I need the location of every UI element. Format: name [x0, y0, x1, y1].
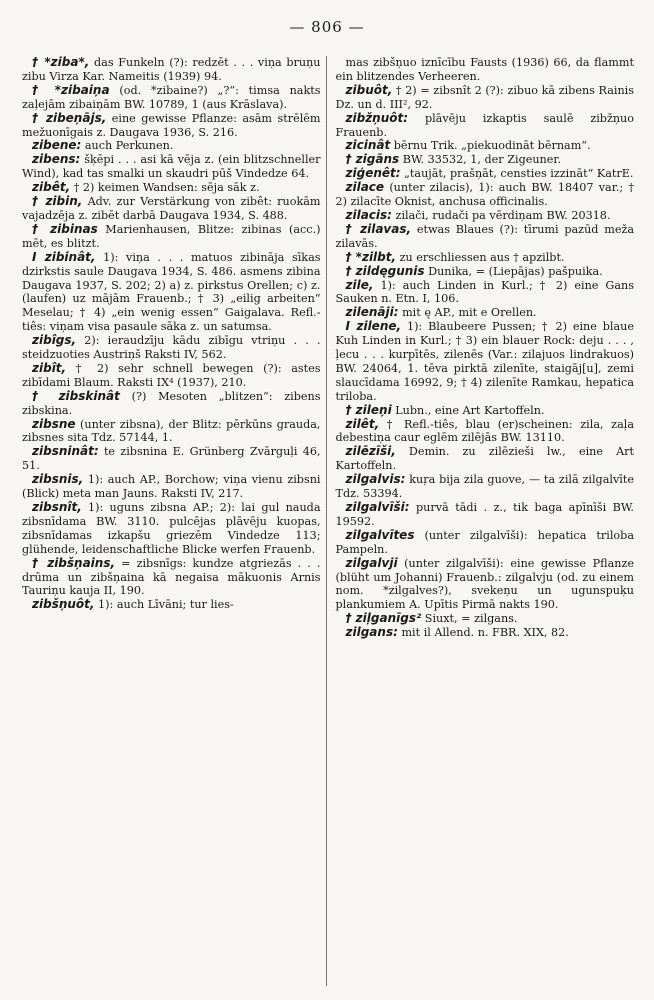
entry-headword: zibsnît,: [32, 500, 82, 514]
entry-headword: † zibšņains,: [32, 555, 116, 570]
dictionary-entry: [22, 501, 321, 557]
dictionary-entry: [336, 501, 635, 529]
entry-headword: zilgalvji: [345, 555, 398, 570]
entry-headword: zibene:: [32, 138, 82, 153]
entry-text: mit ę AP., mit e Orellen.: [402, 306, 537, 320]
entry-text: BW. 33532, 1, der Zigeuner.: [402, 153, 562, 167]
entry-headword: † zigāns: [345, 152, 400, 167]
entry-text: (unter zilgalvīši): eine gewisse Pflanze (blüht um Johanni) Frauenb.: zilgalvju (od. zu einem nom. *zilgalves?), svekeņu un ugunspuķu plankumiem A. Upītis Pirmā nakts 190.: [335, 556, 634, 612]
entry-text: = zibsnīgs: kundze atgriezās . . . drūma un zibšņaina kā negaisa mākuonis Arnis Tauriņu kauja II, 190.: [22, 556, 321, 598]
dictionary-columns: [22, 56, 634, 986]
dictionary-entry: [22, 334, 321, 362]
dictionary-entry: [336, 473, 635, 501]
entry-text: zu erschliessen aus † apzilbt.: [399, 250, 565, 264]
dictionary-entry: [336, 265, 635, 279]
entry-text: 2): ieraudzīju kādu zibīgu vtriņu . . . steidzuoties Austriņš Raksti IV, 562.: [22, 334, 321, 362]
entry-text: eine gewisse Pflanze: asām strēlēm mežuonīgais z. Daugava 1936, S. 216.: [22, 111, 321, 139]
entry-headword: † zibin,: [32, 194, 83, 209]
entry-headword: † ziļganīgs²: [345, 611, 422, 626]
dictionary-entry: [22, 445, 321, 473]
entry-headword: zilgalvīši:: [345, 500, 410, 514]
dictionary-entry: [22, 251, 321, 334]
dictionary-entry: [336, 557, 635, 613]
entry-text: kuŗa bija zila guove, — ta zilā zilgalvīte Tdz. 53394.: [335, 473, 634, 501]
entry-headword: zilēzīši,: [345, 444, 396, 459]
dictionary-entry: [336, 56, 635, 84]
entry-text: † 2) keimen Wandsen: sēja sāk z.: [73, 181, 260, 195]
right-column: [333, 56, 635, 986]
entry-text: Marienhausen, Blitze: zibinas (acc.) mēt, es blitzt.: [22, 222, 321, 250]
entry-text: „taujāt, prašņāt, censties izzināt“ KatrE.: [404, 167, 634, 181]
entry-text: bērnu Trik. „piekuodināt bērnam“.: [393, 139, 591, 153]
dictionary-entry: [22, 223, 321, 251]
dictionary-entry: [336, 181, 635, 209]
dictionary-entry: [22, 84, 321, 112]
dictionary-entry: [336, 112, 635, 140]
entry-headword: zilenāji:: [345, 305, 399, 320]
entry-headword: I zibinât,: [32, 249, 96, 264]
entry-text: zilači, rudači pa vērdiņam BW. 20318.: [395, 208, 611, 222]
entry-text: etwas Blaues (?): tīrumi pazūd meža zilavās.: [335, 222, 634, 250]
entry-text: Dunika, = (Liepājas) pašpuika.: [428, 264, 603, 278]
entry-text: 1): auch Līvāni; tur lies-: [98, 598, 234, 612]
dictionary-entry: [22, 56, 321, 84]
entry-headword: zibsninât:: [32, 444, 99, 459]
entry-headword: zibžņuôt:: [345, 110, 409, 125]
dictionary-entry: [336, 209, 635, 223]
entry-text: (?) Mesoten „blitzen“: zibens zibskina.: [22, 389, 321, 417]
entry-headword: zilgans:: [345, 625, 398, 640]
entry-headword: † zileņi: [345, 402, 392, 417]
entry-headword: zibens:: [32, 152, 81, 167]
entry-headword: zicinât: [345, 138, 391, 153]
dictionary-entry: [22, 557, 321, 599]
page-number: — 806 —: [289, 18, 365, 36]
dictionary-entry: [22, 153, 321, 181]
dictionary-entry: [336, 139, 635, 153]
entry-headword: zibît,: [32, 360, 67, 375]
entry-headword: zilace: [345, 180, 385, 195]
entry-headword: zilgalvītes: [345, 527, 415, 542]
entry-text: 1): Blaubeere Pussen; † 2) eine blaue Kuh Linden in Kurl.; † 3) ein blauer Rock: deju . . . , ļecu . . . kurpītēs, zilenēs (Var.: zilajuos lindrakuos) BW. 24064, 1. tēva pirktā zilenīte, staigāj[u], zemi slaucīdama 16992, 9; † 4) zilenīte Ramkau, hepatica triloba.: [335, 320, 634, 403]
dictionary-entry: [22, 139, 321, 153]
entry-text: 1): auch AP., Borchow; viņa vienu zibsni (Blick) meta man Jauns. Raksti IV, 217.: [22, 473, 321, 501]
entry-text: mit il Allend. n. FBR. XIX, 82.: [401, 626, 569, 640]
dictionary-entry: [22, 473, 321, 501]
entry-text: † Refl.-tiês, blau (er)scheinen: zila, zaļa debestiņa caur eglēm zilējās BW. 13110.: [335, 417, 634, 445]
entry-headword: † *zibaiņa: [32, 82, 110, 97]
entry-text: Demin. zu zilēzieši lw., eine Art Kartoffeln.: [335, 445, 634, 473]
dictionary-entry: [336, 612, 635, 626]
entry-headword: zilêt,: [345, 416, 380, 431]
entry-text: † 2) = zibsnît 2 (?): zibuo kā zibens Rainis Dz. un d. III², 92.: [335, 83, 634, 111]
dictionary-entry: [336, 223, 635, 251]
entry-headword: zile,: [345, 277, 374, 292]
entry-text: 1): viņa . . . matuos zibināja sīkas dzirkstis saule Daugava 1934, S. 486. asmens zibina Daugava 1937, S. 202; 2) a) z. pirkstus Orellen; c) z. (laufen) uz mājām Frauenb.; † 3) „eilig arbeiten“ Meselau; † 4) „ein wenig essen“ Gaigalava. Refl.-tiês: viņam visa pasaule sāka z. un satumsa.: [22, 250, 321, 334]
entry-text: (unter zibsna), der Blitz: pērkūns grauda, zibsnes sita Tdz. 57144, 1.: [22, 417, 321, 445]
dictionary-entry: [336, 167, 635, 181]
entry-headword: † zibeņājs,: [32, 110, 107, 125]
entry-headword: zibsnis,: [32, 472, 84, 487]
entry-headword: zibêt,: [32, 180, 71, 195]
entry-text: (unter zilgalvīši): hepatica triloba Pampeln.: [335, 528, 634, 556]
entry-headword: † zibskinât: [32, 388, 120, 403]
entry-headword: zilacis:: [345, 207, 392, 222]
dictionary-entry: [22, 362, 321, 390]
entry-headword: † *zilbt,: [345, 249, 397, 264]
entry-text: das Funkeln (?): redzēt . . . viņa bruņu zibu Virza Kar. Nameitis (1939) 94.: [22, 56, 321, 83]
entry-text: šķēpi . . . asi kā vēja z. (ein blitzschneller Wind), kad tas smalki un skaudri pūš Vindedze 64.: [22, 153, 321, 181]
entry-text: 1): uguns zibsna AP.; 2): lai gul nauda zibsnīdama BW. 3110. pulcējas plāvēju kuopas, zibsnīdamas izkapšu griezēm Vindedze 113; glühende, leidenschaftliche Blicke werfen Frauenb.: [22, 501, 321, 556]
dictionary-entry: [336, 153, 635, 167]
dictionary-entry: [336, 279, 635, 307]
entry-text: 1): auch Linden in Kurl.; † 2) eine Gans Sauken n. Etn. I, 106.: [335, 278, 634, 306]
entry-text: te zibsnina E. Grünberg Zvārguļi 46, 51.: [22, 445, 321, 473]
entry-text: (unter zilacis), 1): auch BW. 18407 var.; † 2) zilacīte Oknist, anchusa officinalis.: [335, 181, 634, 209]
entry-text: † 2) sehr schnell bewegen (?): astes zibīdami Blaum. Raksti IX⁴ (1937), 210.: [22, 361, 321, 389]
entry-headword: † *ziba*,: [32, 56, 90, 69]
entry-text: auch Perkunen.: [84, 139, 174, 153]
dictionary-entry: [22, 181, 321, 195]
entry-text: Lubn., eine Art Kartoffeln.: [395, 403, 545, 417]
entry-headword: zibîgs,: [32, 333, 77, 348]
dictionary-entry: [336, 320, 635, 403]
entry-headword: zibšņuôt,: [32, 597, 95, 612]
dictionary-entry: [336, 529, 635, 557]
dictionary-entry: [336, 626, 635, 640]
dictionary-entry: [22, 418, 321, 446]
entry-text: mas zibšņuo iznīcību Fausts (1936) 66, da flammt ein blitzendes Verheeren.: [335, 56, 634, 83]
dictionary-entry: [336, 306, 635, 320]
dictionary-entry: [22, 390, 321, 418]
entry-headword: zibsne: [32, 416, 76, 431]
dictionary-entry: [336, 84, 635, 112]
entry-text: Adv. zur Verstärkung von zibêt: ruokām vajadzēja z. zibēt darbā Daugava 1934, S. 488.: [22, 195, 321, 222]
entry-headword: † zildęgunis: [345, 263, 425, 278]
entry-headword: zibuôt,: [345, 82, 393, 97]
dictionary-entry: [336, 404, 635, 418]
entry-headword: ziģenêt:: [345, 166, 401, 181]
dictionary-entry: [336, 445, 635, 473]
entry-text: (od. *zibaine?) „?“: timsa nakts zaļejām zibaiņām BW. 10789, 1 (aus Krāslava).: [22, 83, 321, 111]
dictionary-entry: [22, 598, 321, 612]
entry-text: plāvēju izkaptis saulē zibžņuo Frauenb.: [335, 111, 634, 139]
entry-headword: I zilene,: [345, 319, 402, 334]
left-column: [22, 56, 327, 986]
dictionary-entry: [22, 195, 321, 223]
entry-headword: † zibinas: [32, 221, 98, 236]
entry-headword: † zilavas,: [345, 221, 412, 236]
entry-text: purvā tādi . z., tik baga apīnīši BW. 19592.: [335, 501, 634, 528]
dictionary-entry: [336, 251, 635, 265]
entry-headword: zilgalvis:: [345, 472, 406, 487]
dictionary-entry: [336, 418, 635, 446]
entry-text: Siuxt, = zilgans.: [424, 612, 518, 626]
dictionary-entry: [22, 112, 321, 140]
